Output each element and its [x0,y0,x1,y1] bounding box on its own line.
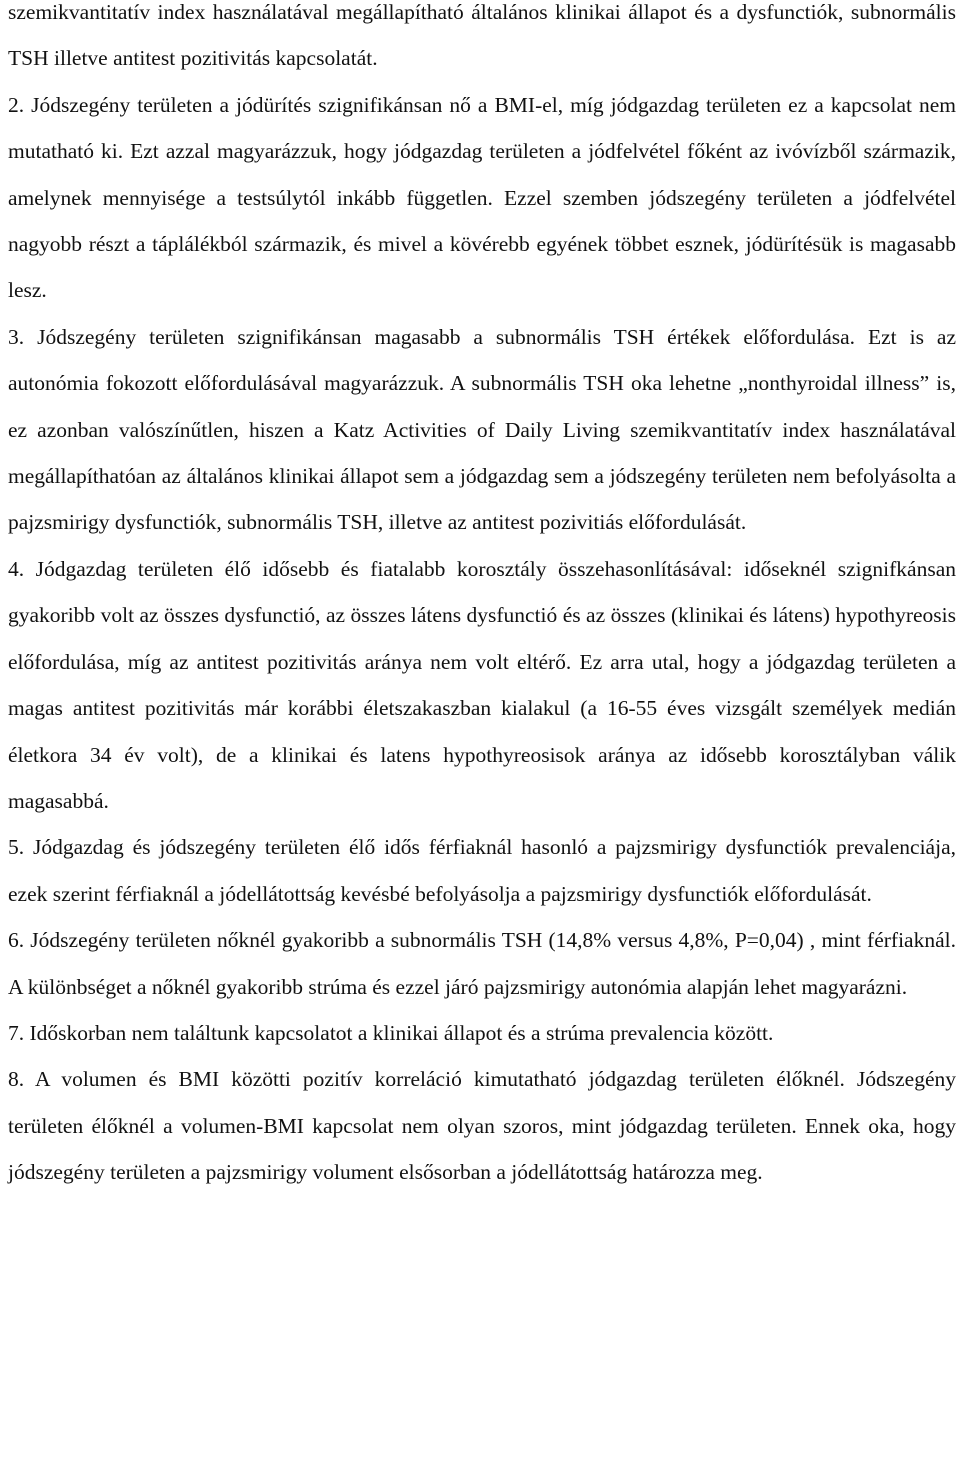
paragraph-point-6: 6. Jódszegény területen nőknél gyakoribb a subnormális TSH (14,8% versus 4,8%, P=0,04) , mint férfiaknál. A különbséget a nőknél gyakoribb strúma és ezzel járó pajzsmirigy autonómia alapján lehet magyarázni. [8,928,956,999]
paragraph-point-7: 7. Időskorban nem találtunk kapcsolatot a klinikai állapot és a strúma prevalencia között. [8,1020,774,1045]
paragraph-point-8: 8. A volumen és BMI közötti pozitív korreláció kimutatható jódgazdag területen élőknél. Jódszegény területen élőknél a volumen-BMI kapcsolat nem olyan szoros, mint jódgazdag területen. Ennek oka, hogy jódszegény területen a pajzsmirigy volument elsősorban a jódellátottság határozza meg. [8,1067,956,1185]
paragraph-point-5: 5. Jódgazdag és jódszegény területen élő idős férfiaknál hasonló a pajzsmirigy dysfunctiók prevalenciája, ezek szerint férfiaknál a jódellátottság kevésbé befolyásolja a pajzsmirigy dysfunctiók előfordulását. [8,835,956,906]
paragraph-intro-continuation: szemikvantitatív index használatával megállapítható általános klinikai állapot és a dysfunctiók, subnormális TSH illetve antitest pozitivitás kapcsolatát. [8,0,956,71]
paragraph-point-4: 4. Jódgazdag területen élő idősebb és fiatalabb korosztály összehasonlításával: időseknél szignifkánsan gyakoribb volt az összes dysfunctió, az összes látens dysfunctió és az összes (klinikai és látens) hypothyreosis előfordulása, míg az antitest pozitivitás aránya nem volt eltérő. Ez arra utal, hogy a jódgazdag területen a magas antitest pozitivitás már korábbi életszakaszban kialakul (a 16-55 éves vizsgált személyek medián életkora 34 év volt), de a klinikai és latens hypothyreosisok aránya az idősebb korosztályban válik magasabbá. [8,556,956,813]
paragraph-point-3: 3. Jódszegény területen szignifikánsan magasabb a subnormális TSH értékek előfordulása. Ezt is az autonómia fokozott előfordulásával magyarázzuk. A subnormális TSH oka lehetne „nonthyroidal illness” is, ez azonban valószínűtlen, hiszen a Katz Activities of Daily Living szemikvantitatív index használatával megállapíthatóan az általános klinikai állapot sem a jódgazdag sem a jódszegény területen nem befolyásolta a pajzsmirigy dysfunctiók, subnormális TSH, illetve az antitest pozivitiás előfordulását. [8,324,956,535]
paragraph-point-2: 2. Jódszegény területen a jódürítés szignifikánsan nő a BMI-el, míg jódgazdag területen ez a kapcsolat nem mutatható ki. Ezt azzal magyarázzuk, hogy jódgazdag területen a jódfelvétel főként az ivóvízből származik, amelynek mennyisége a testsúlytól inkább független. Ezzel szemben jódszegény területen a jódfelvétel nagyobb részt a táplálékból származik, és mivel a kövérebb egyének többet esznek, jódürítésük is magasabb lesz. [8,92,956,303]
